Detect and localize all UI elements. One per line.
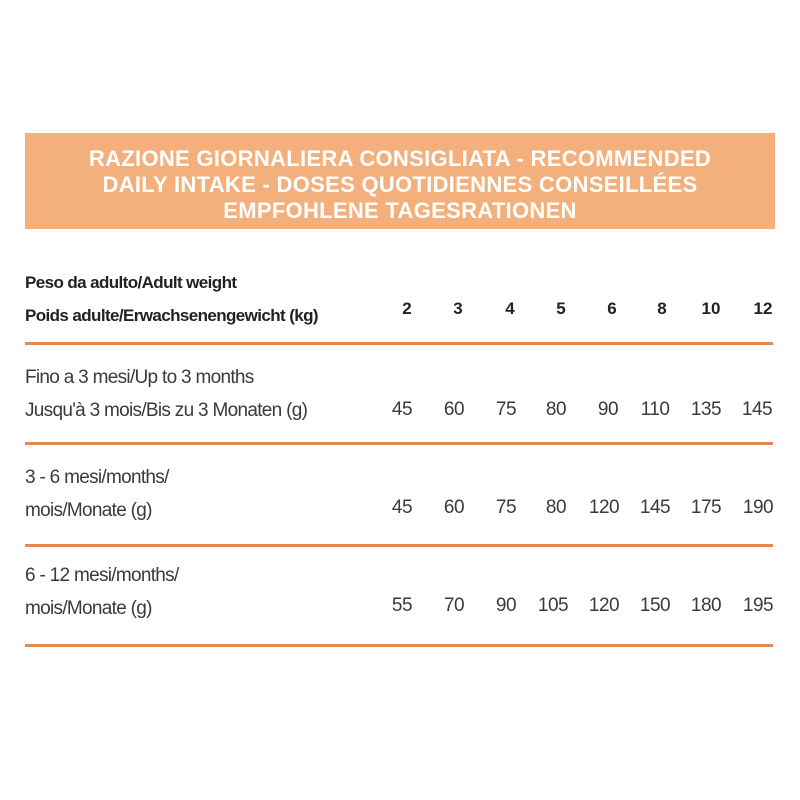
weight-column-header: 3 [453, 299, 463, 318]
row-label-line: mois/Monate (g) [25, 598, 152, 619]
table-cell: 90 [597, 399, 619, 420]
adult-weight-label-line-2: Poids adulte/Erwachsenengewicht (kg) [25, 306, 318, 325]
table-cell: 75 [495, 497, 517, 518]
adult-weight-label [25, 266, 318, 332]
table-cell: 60 [443, 497, 465, 518]
row-label-line: Fino a 3 mesi/Up to 3 months [25, 367, 254, 388]
row-label-3-6-months [25, 461, 169, 527]
table-cell: 190 [742, 497, 774, 518]
row-label-6-12-months [25, 559, 179, 625]
table-cell: 110 [640, 399, 670, 420]
row-label-line: 3 - 6 mesi/months/ [25, 467, 169, 488]
weight-column-header: 10 [701, 299, 721, 318]
table-cell: 195 [742, 595, 774, 616]
title-banner [25, 133, 775, 229]
table-cell: 145 [741, 399, 773, 420]
table-cell: 150 [639, 595, 671, 616]
table-cell: 55 [391, 595, 413, 616]
row-label-line: 6 - 12 mesi/months/ [25, 565, 179, 586]
table-cell: 45 [391, 497, 413, 518]
row-label-up-to-3-months [25, 361, 307, 427]
table-cell: 80 [545, 497, 567, 518]
weight-column-header: 8 [657, 299, 667, 318]
title-line-1: RAZIONE GIORNALIERA CONSIGLIATA - RECOMMENDED [88, 146, 712, 171]
table-cell: 90 [495, 595, 517, 616]
table-divider [25, 342, 773, 345]
table-cell: 145 [639, 497, 671, 518]
table-cell: 60 [443, 399, 465, 420]
table-cell: 175 [690, 497, 722, 518]
table-cell: 80 [545, 399, 567, 420]
table-cell: 105 [537, 595, 569, 616]
table-cell: 45 [391, 399, 413, 420]
table-cell: 120 [588, 595, 620, 616]
table-divider [25, 544, 773, 547]
row-label-line: Jusqu'à 3 mois/Bis zu 3 Monaten (g) [25, 400, 308, 421]
weight-column-header: 2 [402, 299, 412, 318]
title-line-3: EMPFOHLENE TAGESRATIONEN [223, 198, 577, 223]
table-cell: 70 [443, 595, 465, 616]
title-line-2: DAILY INTAKE - DOSES QUOTIDIENNES CONSEILLÉES [102, 172, 698, 197]
weight-column-header: 12 [753, 299, 773, 318]
adult-weight-label-line-1: Peso da adulto/Adult weight [25, 273, 237, 292]
table-divider [25, 442, 773, 445]
table-divider [25, 644, 773, 647]
weight-column-header: 4 [505, 299, 515, 318]
row-label-line: mois/Monate (g) [25, 500, 152, 521]
weight-column-header: 6 [607, 299, 617, 318]
table-cell: 120 [588, 497, 620, 518]
weight-column-header: 5 [556, 299, 566, 318]
table-cell: 180 [690, 595, 722, 616]
table-cell: 75 [495, 399, 517, 420]
table-cell: 135 [690, 399, 722, 420]
